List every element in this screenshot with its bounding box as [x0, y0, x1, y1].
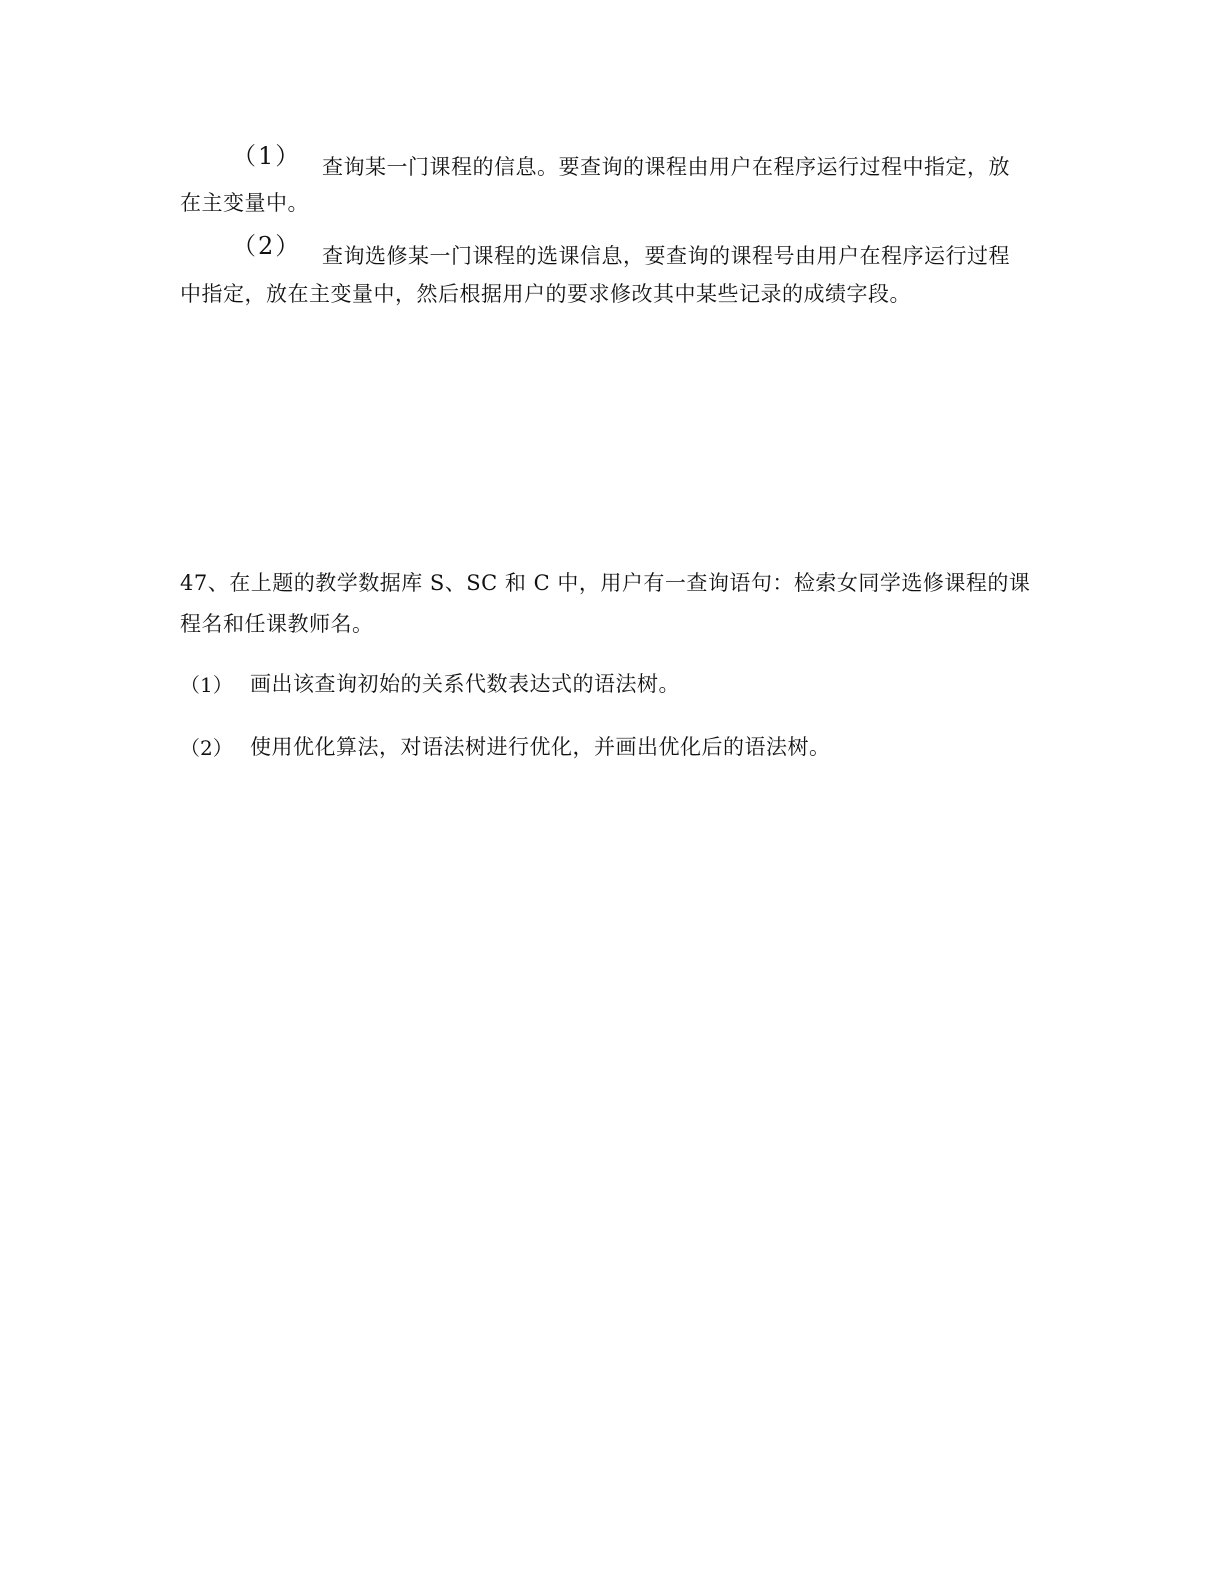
question-47-sub-1-text: 画出该查询初始的关系代数表达式的语法树。 [250, 672, 680, 696]
item-1-text-line-2: 在主变量中。 [180, 191, 309, 215]
question-47-sub-2-number: （2） [180, 736, 233, 760]
item-2-text-line-1: 查询选修某一门课程的选课信息，要查询的课程号由用户在程序运行过程 [322, 244, 1010, 268]
item-2-text-line-2: 中指定，放在主变量中，然后根据用户的要求修改其中某些记录的成绩字段。 [180, 282, 911, 306]
item-2-number: （2） [232, 232, 302, 260]
item-1-text-line-1: 查询某一门课程的信息。要查询的课程由用户在程序运行过程中指定，放 [322, 155, 1010, 179]
question-47-line-1: 47、在上题的教学数据库 S、SC 和 C 中，用户有一查询语句：检索女同学选修课程的课 [180, 571, 1031, 595]
question-47-sub-2-text: 使用优化算法，对语法树进行优化，并画出优化后的语法树。 [250, 735, 831, 759]
question-47-sub-1-number: （1） [180, 673, 233, 697]
question-47-line-2: 程名和任课教师名。 [180, 612, 374, 636]
item-1-number: （1） [232, 142, 302, 170]
